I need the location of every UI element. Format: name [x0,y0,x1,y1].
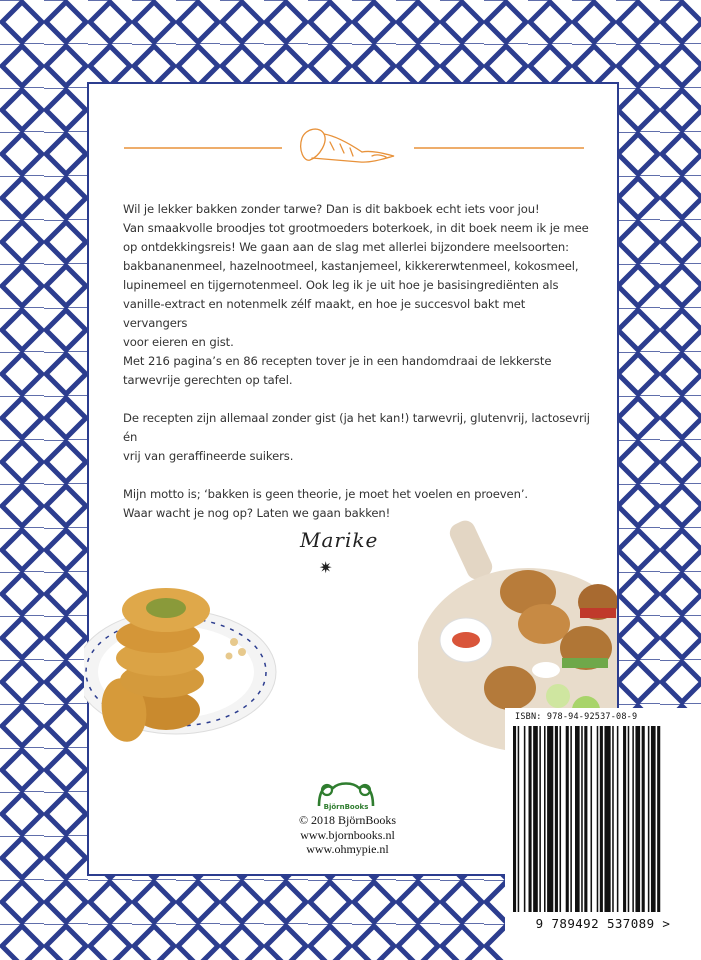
website-link-bjornbooks[interactable]: www.bjornbooks.nl [300,827,395,842]
barcode-bar [529,726,532,912]
website-link-ohmypie[interactable]: www.ohmypie.nl [306,842,389,856]
blurb-paragraph-3: Mijn motto is; ‘bakken is geen theorie, je moet het voelen en proeven’. Waar wacht je nog op? Laten we gaan bakken! [123,487,528,520]
barcode-bar [513,726,516,912]
barcode-bar [651,726,656,912]
barcode-bar [544,726,546,912]
barcode-bar [533,726,538,912]
barcode-bar [581,726,583,912]
barcode-bar [555,726,558,912]
barcode-bar [518,726,520,912]
barcode-bar [600,726,603,912]
barcode-bar [648,726,650,912]
barcode-bar [612,726,614,912]
barcode-bar [570,726,572,912]
barcode-bar [591,726,593,912]
barcode-bar [524,726,526,912]
bread-loaf-icon [124,120,584,170]
barcode-bar [617,726,619,912]
cookies-on-plate-photo [84,560,284,750]
isbn-label: ISBN: 978-94-92537-08-9 [515,712,638,722]
barcode-bar [539,726,541,912]
logo-wordmark: BjörnBooks [323,803,369,811]
barcode-digits: 9 789492 537089 > [535,916,671,931]
copyright-line: © 2018 BjörnBooks [298,813,397,827]
barcode-bar [560,726,562,912]
barcode-bar [597,726,599,912]
blurb-paragraph-2: De recepten zijn allemaal zonder gist (ja het kan!) tarwevrij, glutenvrij, lactosevrij én vrij van geraffineerde suikers. [123,411,590,463]
signature-star-mark: ✷ [319,558,333,577]
barcode-bar [657,726,660,912]
barcode-bar [547,726,553,912]
blurb-paragraph-1: Wil je lekker bakken zonder tarwe? Dan is dit bakboek echt iets voor jou! Van smaakvolle broodjes tot grootmoeders boterkoek, in dit boek neem ik je mee op ontdekkingsreis! We gaan aan de slag met allerlei bijzondere meelsoorten: bakbananenmeel, hazelnootmeel, kastanjemeel, kikkererwtenmeel, kokosmeel, lupinemeel en tijgernotenmeel. Ook leg ik je uit hoe je basisingrediënten als vanille-extract en notenmelk zélf maakt, en hoe je succesvol bakt met vervangers voor eieren en gist. Met 216 pagina’s en 86 recepten tover je in een handomdraai de lekkerste tarwevrije gerechten op tafel. [123,202,589,387]
barcode-bar [642,726,645,912]
author-signature: Marike [300,528,379,552]
barcode-bar [604,726,610,912]
publisher-credits [270,813,425,857]
barcode-bar [628,726,630,912]
barcode-bar [584,726,587,912]
barcode-bar [623,726,626,912]
barcode-bar [566,726,569,912]
barcode-bar [632,726,634,912]
barcode-bar [575,726,580,912]
barcode-bar [635,726,640,912]
isbn-barcode [513,726,695,914]
back-cover-blurb [123,200,593,542]
